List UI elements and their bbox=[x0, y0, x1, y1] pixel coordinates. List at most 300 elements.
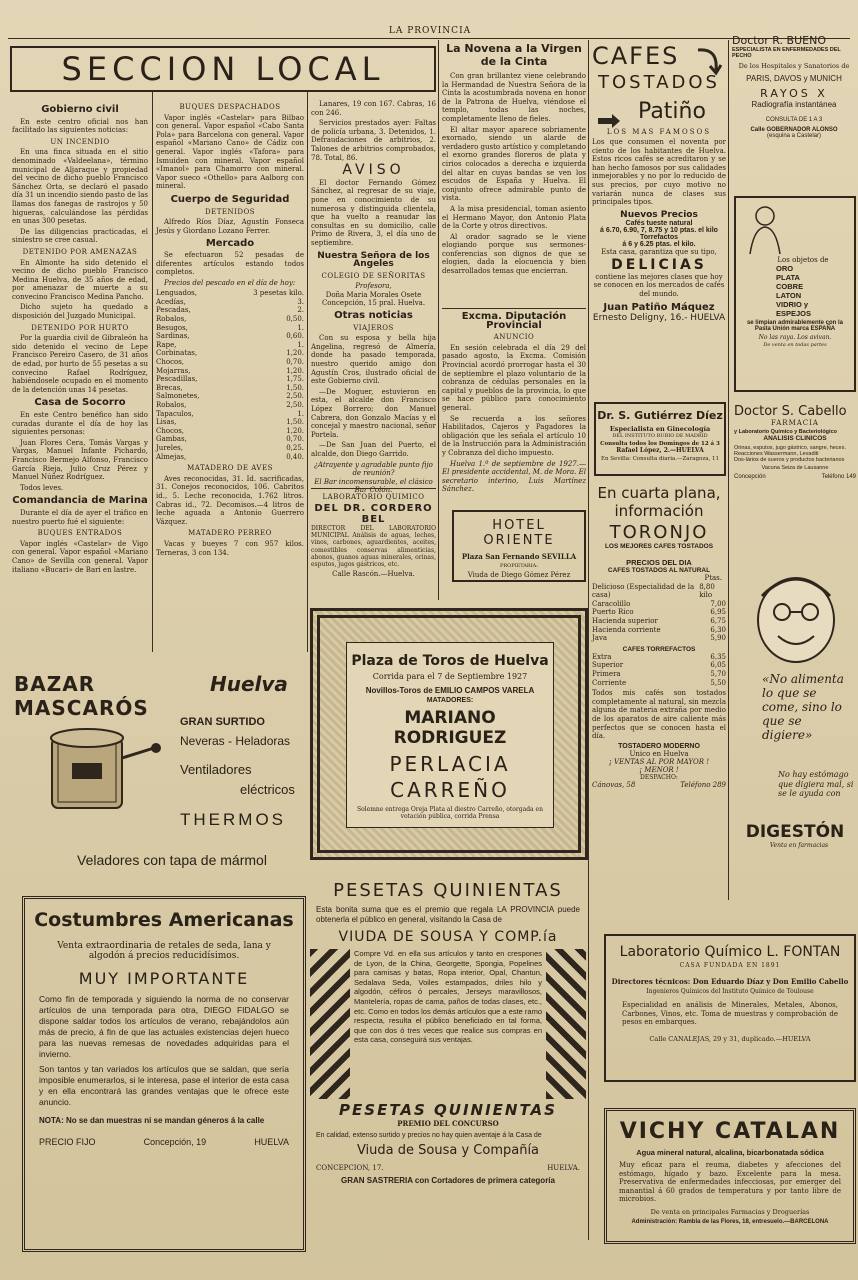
quinientas-premio: PREMIO DEL CONCURSO bbox=[397, 1119, 499, 1128]
espana-item: PLATA bbox=[776, 273, 800, 282]
espana-intro: Los objetos de bbox=[777, 256, 829, 264]
toronjo-precios-heading: PRECIOS DEL DIA bbox=[626, 558, 692, 567]
bazar-thermos: THERMOS bbox=[180, 810, 286, 829]
gutierrez-name: Dr. S. Gutiérrez Díez bbox=[597, 409, 723, 422]
vichy-catalan-ad bbox=[604, 1108, 856, 1244]
fish-price-row-price: 1,20. bbox=[286, 349, 304, 358]
fish-price-row bbox=[156, 306, 304, 315]
vichy-title: VICHY CATALAN bbox=[619, 1119, 841, 1144]
diputacion-date: Huelva 1.º de septiembre de 1927.—El presidente accidental, M. de Mora. El secretario interino, Luis Martínez Sánchez. bbox=[442, 459, 586, 494]
fish-price-row bbox=[156, 349, 304, 358]
fish-price-row-label: Almejas, bbox=[156, 452, 187, 461]
bazar-surtido: GRAN SURTIDO bbox=[180, 716, 265, 728]
angeles-name: Doña Maria Morales Osete bbox=[325, 290, 422, 299]
fish-price-row bbox=[156, 444, 304, 453]
doctor-bueno-ad bbox=[732, 34, 856, 186]
cafes-addr: Ernesto Deligny, 16.- HUELVA bbox=[592, 312, 726, 323]
hurto-text: Por la guardia civil de Gibraleón ha sido detenido el vecino de Lepe Francisco Pereiro Casero, de 31 años de edad, por hurto de 55 pesetas a su convecino Rafael Rodríguez, habiéndosele ocupado en el momento de la detención unas 14 pesetas. bbox=[12, 334, 148, 394]
vichy-sub: Agua mineral natural, alcalina, bicarbonatada sódica bbox=[636, 1148, 824, 1157]
freezer-icon bbox=[22, 708, 170, 826]
toronjo-despacho: DESPACHO: bbox=[640, 773, 678, 781]
cabello-reacciones: Reacciones Wassermann, Levaditi bbox=[734, 451, 819, 457]
quinientas-text-2: Compre Vd. en ella sus artículos y tanto en crespones de Lyon, de la China, Georgette, Spongia, Popelines para camisas y batas, Ropa interior, Opal, Chantun, Sedalava Seda, Voiles estampados, driles hilo y algodón, céfiros ó percales, Jerseys maravillosos, Mantelería, ropas de cama, paños de todas clases, etc., etc. Como en todos los demás artículos que a este ramo respecta, resulta el público beneficiado en tal forma, que con dos ó tres veces que realice sus compras en esta casa, conseguirá sus ventajas. bbox=[354, 949, 543, 1045]
fish-price-row-price: 1,50. bbox=[286, 418, 304, 427]
toronjo-informacion: información bbox=[614, 502, 704, 520]
fish-price-row-label: Jureles, bbox=[156, 443, 184, 452]
cafes-brand: Patiño bbox=[638, 99, 706, 124]
marina-heading: Comandancia de Marina bbox=[12, 495, 148, 507]
coffee-price-row-price: 7,00 bbox=[710, 599, 726, 608]
despachados-text: Vapor inglés «Castelar» para Bilbao con general. Vapor español «Cabo Santa Pola» para Barcelona con general. Vapor español «Mariano Cano» de Cádiz con general. Vapor inglés «Tafora» para Ismuiden con mineral. Vapor español «Imanol» para Chamorro con mineral. Vapor sueco «Othello» para Aalborg con mineral. bbox=[156, 113, 304, 191]
mercado-price-heading: Precios del pescado en el día de hoy: bbox=[164, 278, 296, 287]
fontan-title: Laboratorio Químico L. FONTAN bbox=[619, 944, 841, 960]
fish-price-row-label: Chocos, bbox=[156, 358, 185, 367]
otras-text-2: —De Moguer, estuvieron en esta, el alcalde don Francisco López Borrero; don Manuel Cabrera, don Gonzalo Macías y el concejal y maestro nacional, señor Portela. bbox=[311, 387, 436, 439]
cabello-otros: Dos-lários de sueros y productos bacterianos bbox=[734, 457, 845, 463]
man-face-illustration-icon bbox=[738, 566, 854, 666]
quinientas-sastreria: GRAN SASTRERIA con Cortadores de primera categoría bbox=[341, 1176, 555, 1185]
coffee-price-row bbox=[592, 617, 726, 626]
toros-novillos: Novillos-Toros de EMILIO CAMPOS VARELA bbox=[365, 686, 535, 695]
angeles-heading: Nuestra Señora de los Angeles bbox=[317, 250, 430, 270]
cabello-farmacia: FARMACIA bbox=[771, 419, 819, 427]
digeston-ad bbox=[734, 560, 856, 856]
toros-title: Plaza de Toros de Huelva bbox=[351, 653, 549, 669]
quinientas-text: Esta bonita suma que es el premio que regala LA PROVINCIA puede obtenerla el público en general, visitando la Casa de bbox=[316, 905, 580, 924]
laboratorio-text: DIRECTOR DEL LABORATORIO MUNICIPAL Análisis de aguas, leches, vinos, carbones, aguardientes, aceites, comestibles conservas alimenticias, abonos, guanos aguas minerales, orinas, esputos, jugos gástricos, etc. bbox=[311, 525, 436, 569]
lanares-text: Lanares, 19 con 167. Cabras, 16 con 246. bbox=[311, 100, 436, 117]
coffee-price-row-label: Corriente bbox=[592, 678, 627, 687]
socorro-closing: Todos leves. bbox=[20, 483, 64, 492]
coffee-price-row bbox=[592, 583, 726, 600]
top-rule bbox=[8, 38, 850, 39]
fish-price-row bbox=[156, 384, 304, 393]
fish-price-row bbox=[156, 410, 304, 419]
toronjo-torr-list bbox=[592, 653, 726, 687]
cafe-colon-1: ¿Atrayente y agradable punto fijo de reunión? bbox=[314, 460, 433, 478]
masthead: LA PROVINCIA bbox=[388, 26, 472, 36]
coffee-price-row-price: 5,50 bbox=[710, 678, 726, 687]
cafes-delicias-text: contiene las mejores clases que hoy se conocen en los mercados de cafés del mundo. bbox=[593, 272, 725, 298]
pasta-espana-ad bbox=[734, 196, 856, 392]
toronjo-cuarta: En cuarta plana, bbox=[597, 484, 721, 502]
toronjo-ad bbox=[592, 484, 726, 900]
doctor-cabello-ad bbox=[734, 404, 856, 550]
costumbres-nota: NOTA: No se dan muestras ni se mandan géneros á la calle bbox=[39, 1116, 265, 1125]
coffee-price-row bbox=[592, 626, 726, 635]
bazar-electricos: eléctricos bbox=[240, 782, 295, 797]
gutierrez-hours: Consulta todos los Domingos de 12 á 3 bbox=[600, 441, 720, 447]
laboratorio-addr: Calle Rascón.—Huelva. bbox=[332, 570, 415, 579]
fontan-directores: Directores técnicos: Don Eduardo Díaz y Don Emilio Cabello bbox=[611, 977, 849, 986]
fish-price-row-price: 1,20. bbox=[286, 426, 304, 435]
coffee-price-row-price: 6,95 bbox=[710, 608, 726, 617]
espana-venta: De venta en todas partes bbox=[763, 342, 827, 348]
angeles-sub: COLEGIO DE SEÑORITAS bbox=[321, 271, 426, 280]
perreo-text: Vacas y bueyes 7 con 957 kilos. Terneras, 3 con 134. bbox=[156, 539, 304, 557]
coffee-price-row-price: 6,75 bbox=[710, 616, 726, 625]
vichy-text: Muy eficaz para el reuma, diabetes y afecciones del estómago, hígado y bazo. Excelente para la mesa. Preservativa de enfermedades infecciosas, por emerger del manantial á 60 grados de temperatura y por tanto libre de microbios. bbox=[619, 1161, 841, 1204]
quinientas-viuda-2: Viuda de Sousa y Compañía bbox=[356, 1143, 540, 1158]
costumbres-venta: Venta extraordinaria de retales de seda, lana y algodón á precios reducidísimos. bbox=[57, 941, 271, 961]
fish-price-row-price: 3 pesetas kilo. bbox=[253, 289, 304, 298]
novena-heading: La Novena a la Virgen de la Cinta bbox=[446, 42, 582, 68]
incendio-text: En una finca situada en el sitio denominado «Valdeelana», término municipal de Aljaraque y propiedad del vecino de dicho pueblo Francisco Sánchez Orta, se declaró el pasado día 31 un incendio siendo pasto de las llamas dos fanegas de rastrojos y 50 higueras, calculándose las pérdidas en unas 300 pesetas. bbox=[12, 148, 148, 226]
coffee-price-row bbox=[592, 634, 726, 643]
toros-matadores-label: MATADORES: bbox=[426, 697, 474, 704]
digeston-brand: DIGESTÓN bbox=[745, 822, 845, 842]
toronjo-text: Todos mis cafés son tostados completamente al natural, sin mezcla alguna de materia extraña por medio de los aparatos de aire caliente más perfectos que se conocen hasta el día. bbox=[592, 689, 726, 741]
aviso-text: El doctor Fernando Gómez Sánchez, al regresar de su viaje, pone en conocimiento de su numerosa y distinguida clientela, que ha vuelto a reanudar las consultas en su domicilio, calle Primo de Rivera, 3, el día uno de septiembre. bbox=[311, 178, 436, 247]
costumbres-precio: PRECIO FIJO bbox=[39, 1137, 96, 1147]
laboratorio-heading: LABORATORIO QUIMICO bbox=[322, 493, 425, 501]
fish-price-row-price: 0,25. bbox=[286, 443, 304, 452]
socorro-text: En este Centro benéfico han sido curadas durante el día de hoy las siguientes personas: bbox=[12, 411, 148, 437]
fontan-text: Especialidad en análisis de Minerales, Metales, Abonos, Carbones, Vinos, etc. Toma de muestras y comprobación de pesos en embarques. bbox=[622, 1001, 838, 1027]
coffee-price-row-label: Delicioso (Especialidad de la casa) bbox=[592, 582, 695, 600]
matador-rodriguez: MARIANO RODRIGUEZ bbox=[393, 708, 507, 748]
bueno-name: Doctor R. BUENO bbox=[732, 34, 826, 47]
cabello-lab: y Laboratorio Químico y Bacteriológico bbox=[734, 429, 837, 435]
otras-text-3: —De San Juan del Puerto, el alcalde, don Diego Garrido. bbox=[311, 441, 436, 458]
cafes-text: Los que consumen el noventa por ciento de los habitantes de Huelva. Estos ricos cafés se acreditaron y se han hecho famosos por sus calidades inmejorables y no por lo reducido de sus precios, por cuyo motivo no variarán nunca de clases sus principales tipos. bbox=[592, 138, 726, 207]
quinientas-title: PESETAS QUINIENTAS bbox=[333, 880, 563, 901]
fontan-addr: Calle CANALEJAS, 29 y 31, duplicado.—HUELVA bbox=[649, 1034, 811, 1043]
fish-price-row-price: 0,60. bbox=[286, 332, 304, 341]
digeston-venta: Venta en farmacias bbox=[769, 842, 829, 849]
perreo-heading: MATADERO PERREO bbox=[188, 529, 272, 538]
costumbres-muy: MUY IMPORTANTE bbox=[78, 969, 250, 988]
bueno-hosp: De los Hospitales y Sanatorios de bbox=[738, 62, 850, 70]
bueno-esquina: (esquina a Castelar) bbox=[766, 133, 822, 139]
incendio-text-2: De las diligencias practicadas, el siniestro se cree casual. bbox=[12, 227, 148, 245]
fish-price-row-label: Besugos, bbox=[156, 323, 188, 332]
espana-item: COBRE bbox=[776, 282, 804, 291]
costumbres-title: Costumbres Americanas bbox=[34, 909, 294, 931]
fish-price-row-price: 3. bbox=[297, 297, 304, 306]
fish-price-row-label: Rape, bbox=[156, 340, 177, 349]
diputacion-heading: Excma. Diputación Provincial bbox=[461, 311, 567, 331]
coffee-price-row-label: Puerto Rico bbox=[592, 608, 634, 617]
fish-price-row bbox=[156, 401, 304, 410]
fish-price-row-label: Mojarras, bbox=[156, 366, 191, 375]
fish-price-row bbox=[156, 315, 304, 324]
bazar-veladores: Veladores con tapa de mármol bbox=[77, 852, 267, 868]
toronjo-ptas: Ptas. bbox=[704, 574, 722, 582]
fish-price-row bbox=[156, 332, 304, 341]
espana-text: se limpian admirablemente con la Pasta Unión marca ESPAÑA bbox=[746, 320, 844, 332]
costumbres-city: HUELVA bbox=[254, 1137, 289, 1147]
otras-heading: Otras noticias bbox=[334, 310, 413, 322]
fish-price-row bbox=[156, 453, 304, 462]
fontan-ing: Ingenieros Químicos del Instituto Químico de Toulouse bbox=[646, 988, 814, 995]
espana-item: VIDRIO y bbox=[776, 300, 809, 309]
coffee-price-row-label: Superior bbox=[592, 661, 624, 670]
bueno-spec: ESPECIALISTA EN ENFERMEDADES DEL PECHO bbox=[732, 47, 841, 59]
gutierrez-addr: Rafael López, 2.—HUELVA bbox=[616, 447, 704, 454]
fish-price-row-price: 1. bbox=[297, 340, 304, 349]
seccion-local-banner bbox=[10, 46, 436, 92]
hotel-title: HOTEL ORIENTE bbox=[483, 518, 555, 548]
hand-pointer-icon bbox=[596, 108, 622, 134]
cafes-torrefacto-prices: á 6 y 6.25 ptas. el kilo. bbox=[622, 240, 696, 248]
cabello-tel: Teléfono 149 bbox=[821, 474, 856, 480]
toronjo-torr-heading: CAFES TORREFACTOS bbox=[622, 645, 696, 653]
bueno-radio: Radiografía instantánea bbox=[751, 100, 837, 109]
fish-price-row-price: 1. bbox=[297, 409, 304, 418]
laboratorio-fontan-ad bbox=[604, 934, 856, 1082]
bazar-mascaros-ad bbox=[10, 668, 306, 886]
bueno-cities: PARIS, DAVOS y MUNICH bbox=[746, 74, 842, 83]
laboratorio-name: DEL DR. CORDERO BEL bbox=[314, 503, 433, 525]
espana-items bbox=[776, 264, 854, 318]
cabello-vacuna: Vacuna Seiza de Lausanne bbox=[761, 465, 829, 471]
fish-price-row bbox=[156, 289, 304, 298]
cabello-text: Orinas, esputos, jugo gástrico, sangre, heces. bbox=[734, 445, 846, 451]
entrados-text: Vapor inglés «Castelar» de Vigo con general. Vapor español «Mariano Cano» de Sevilla con general. Vapor italiano «Bucari» de Bari en lastre. bbox=[12, 539, 148, 574]
coffee-price-row-price: 5,90 bbox=[710, 634, 726, 643]
column-rule bbox=[438, 40, 439, 600]
coffee-price-row-price: 8,80 kilo bbox=[699, 582, 715, 600]
matador-carreno: CARREÑO bbox=[390, 778, 510, 802]
fish-price-row bbox=[156, 298, 304, 307]
socorro-heading: Casa de Socorro bbox=[34, 397, 126, 409]
fish-price-row-price: 1,75. bbox=[286, 375, 304, 384]
aves-text: Aves reconocidas, 31. Id. sacrificadas, 31. Conejos reconocidos, 106. Cabritos id., 5. Leche reconocida, 1.762 litros. Cabras id., 72. Decomisos.—4 litros de leche aguada a Antonio Guerrero Vázquez. bbox=[156, 474, 304, 526]
column-rule bbox=[152, 92, 153, 652]
angeles-prof: Profesora, bbox=[355, 282, 392, 291]
fish-price-row-label: Robalos, bbox=[156, 315, 187, 324]
cabello-analisis: ANALISIS CLINICOS bbox=[763, 435, 827, 442]
fish-price-row-label: Pescadas, bbox=[156, 306, 191, 315]
toros-note: Solemne entrega Oreja Plata al diestro Carreño, otorgada en votación pública, corrida Prensa bbox=[357, 806, 543, 820]
quinientas-city: HUELVA. bbox=[547, 1164, 580, 1172]
column-rule bbox=[728, 40, 729, 900]
coffee-price-row-price: 6,35 bbox=[710, 652, 726, 661]
fish-price-row-price: 0,70. bbox=[286, 435, 304, 444]
toronjo-tostadero: TOSTADERO MODERNO bbox=[618, 742, 700, 750]
servicios-text: Servicios prestados ayer: Faltas de policía urbana, 3. Detenidos, 1. Defraudaciones de arbitrios, 2. Talones de arbitrios comprobados, 78. Total, 86. bbox=[311, 119, 436, 162]
coffee-price-row bbox=[592, 679, 726, 688]
fish-price-row-price: 0,40. bbox=[286, 452, 304, 461]
quinientas-viuda: VIUDA DE SOUSA Y COMP.ía bbox=[338, 929, 558, 945]
fish-price-row-label: Salmonetes, bbox=[156, 392, 200, 401]
coffee-price-row-label: Java bbox=[592, 634, 608, 643]
vichy-venta: De venta en principales Farmacias y Droguerías bbox=[650, 1207, 810, 1216]
toros-date: Corrida para el 7 de Septiembre 1927 bbox=[372, 672, 528, 681]
diputacion-sub: ANUNCIO bbox=[493, 333, 535, 342]
cafes-natural: Cafés tueste natural bbox=[625, 219, 693, 227]
fish-price-row bbox=[156, 367, 304, 376]
fish-price-row bbox=[156, 358, 304, 367]
gutierrez-spec: Especialista en Ginecología bbox=[609, 425, 711, 433]
mercado-intro: Se efectuaron 52 pesadas de diferentes artículos estando todos completos. bbox=[156, 250, 304, 277]
coffee-price-row-label: Primera bbox=[592, 669, 621, 678]
gobierno-heading: Gobierno civil bbox=[41, 104, 119, 115]
fish-price-row-label: Robalos, bbox=[156, 401, 187, 409]
costumbres-americanas-ad bbox=[22, 896, 306, 1252]
toronjo-name: TORONJO bbox=[609, 522, 709, 543]
fish-price-row bbox=[156, 375, 304, 384]
toronjo-nat-heading: CAFES TOSTADOS AL NATURAL bbox=[607, 567, 711, 574]
cafes-garantia: Esta casa, garantiza que su tipo, bbox=[601, 247, 717, 256]
fish-price-row-price: 0,50. bbox=[286, 315, 304, 324]
fish-price-row-label: Lisas, bbox=[156, 418, 177, 427]
espana-no: No las raya. Los avivan. bbox=[758, 334, 832, 341]
coffee-price-row-label: Extra bbox=[592, 652, 612, 661]
espana-item: ORO bbox=[776, 264, 794, 273]
column-rule bbox=[588, 40, 589, 1240]
cafes-title: CAFES bbox=[592, 42, 680, 70]
quinientas-text-3: En calidad, extenso surtido y precios no hay quien aventaje á la Casa de bbox=[316, 1132, 542, 1139]
despachados-heading: BUQUES DESPACHADOS bbox=[179, 103, 281, 111]
fish-price-row bbox=[156, 435, 304, 444]
cafes-famosos: LOS MAS FAMOSOS bbox=[606, 128, 712, 136]
novena-text-4: Al orador sagrado se le viene elogiando porque sus sermones-conferencias son dignos de que se elogien, dada la elocuencia y bien desarrollados temas que encierran. bbox=[442, 232, 586, 276]
quinientas-addr: CONCEPCION, 17. bbox=[316, 1164, 384, 1172]
hotel-prop: Viuda de Diego Gómez Pérez bbox=[467, 571, 571, 579]
bazar-neveras: Neveras - Heladoras bbox=[180, 734, 291, 748]
laboratorio-cordero-ad bbox=[311, 488, 436, 589]
diputacion-text: En sesión celebrada el día 29 del pasado agosto, la Excma. Comisión Provincial acordó prorrogar hasta el 30 de septiembre el plazo voluntario de la cobranza de cédulas personales en la capital y pueblos de la provincia, lo que se hace público para conocimiento general. bbox=[442, 343, 586, 412]
fish-price-row-label: Tapaculos, bbox=[156, 409, 194, 418]
local-column-2 bbox=[156, 100, 304, 652]
hotel-addr: Plaza San Fernando SEVILLA bbox=[461, 552, 577, 561]
costumbres-addr: Concepción, 19 bbox=[143, 1137, 207, 1147]
fish-price-row bbox=[156, 324, 304, 333]
coffee-price-row bbox=[592, 653, 726, 662]
bueno-consulta: CONSULTA DE 1 A 3 bbox=[765, 117, 823, 123]
seguridad-heading: Cuerpo de Seguridad bbox=[170, 193, 290, 205]
novena-text-2: El altar mayor aparece sobriamente exornado, siendo un alarde de verdadero gusto artístico y completando el exorno grandes floreros de plata y cirios colocados a derecha e izquierda del altar en cuyas bandas se ven los escudos de España y Huelva. El conjunto ofrece admirable punto de vista. bbox=[442, 125, 586, 203]
fontan-fundada: CASA FUNDADA EN 1891 bbox=[679, 962, 781, 969]
coffee-price-row bbox=[592, 670, 726, 679]
cabello-name: Doctor S. Cabello bbox=[734, 404, 847, 419]
coffee-price-row-label: Caracolillo bbox=[592, 599, 631, 608]
fish-price-row-price: 2,50. bbox=[286, 392, 304, 401]
viajeros-heading: VIAJEROS bbox=[353, 323, 394, 332]
bueno-rayos: RAYOS X bbox=[760, 87, 828, 100]
fish-price-row-price: 2,50. bbox=[286, 401, 304, 409]
hurto-heading: DETENIDO POR HURTO bbox=[31, 323, 129, 332]
bazar-ventiladores: Ventiladores bbox=[180, 762, 252, 777]
arrow-icon bbox=[696, 46, 722, 74]
gutierrez-ad bbox=[594, 402, 726, 476]
coffee-price-row bbox=[592, 661, 726, 670]
cabello-addr: Concepción bbox=[734, 474, 766, 480]
ornament-icon bbox=[310, 949, 350, 1099]
gutierrez-sevilla: En Sevilla: Consulta diaria.—Zaragoza, 11 bbox=[600, 456, 719, 462]
coffee-price-row-price: 5,70 bbox=[710, 669, 726, 678]
fish-price-row-label: Chocos, bbox=[156, 426, 185, 435]
entrados-heading: BUQUES ENTRADOS bbox=[37, 529, 123, 538]
gobierno-intro: En este centro oficial nos han facilitado las siguientes noticias: bbox=[12, 117, 148, 135]
espana-item: LATON bbox=[776, 291, 802, 300]
plaza-toros-ad bbox=[310, 608, 588, 860]
novena-text-3: A la misa presidencial, toman asiento el Hermano Mayor, don Antonio Plata de la Corte y otros directivos. bbox=[442, 204, 586, 231]
matador-perlacia: PERLACIA bbox=[389, 752, 511, 776]
hotel-prop-label: PROPIETARIA: bbox=[500, 563, 538, 569]
pesetas-quinientas-ad bbox=[310, 870, 586, 1248]
ornament-icon bbox=[546, 949, 586, 1099]
gutierrez-inst: DEL INSTITUTO RUBIO DE MADRID bbox=[612, 433, 708, 439]
cafes-delicias: DELICIAS bbox=[611, 256, 707, 273]
toros-inner-panel bbox=[346, 642, 554, 828]
amenazas-text: En Almonte ha sido detenido el vecino de dicho pueblo Francisco Medina Huelva, de 35 años de edad, por amenazar de muerte a su convecino Francisco Medina Pancho. bbox=[12, 258, 148, 301]
fish-price-row-label: Sardinas, bbox=[156, 332, 190, 341]
local-column-3 bbox=[311, 100, 436, 495]
digeston-quote: «No alimenta lo que se come, sino lo que se digiere» bbox=[762, 672, 844, 742]
toronjo-ventas: ¡ VENTAS AL POR MAYOR ! bbox=[608, 757, 710, 766]
toronjo-natural-list bbox=[592, 583, 726, 643]
fish-price-row-price: 2. bbox=[297, 306, 304, 315]
toronjo-unico: Unico en Huelva bbox=[629, 749, 689, 758]
coffee-price-row-price: 6,30 bbox=[710, 625, 726, 634]
coffee-price-row-price: 6,05 bbox=[710, 661, 726, 670]
coffee-price-row bbox=[592, 600, 726, 609]
toronjo-menor: ¡ MENOR ! bbox=[639, 765, 679, 774]
socorro-names: Juan Flores Cera, Tomás Vargas y Vargas, Manuel Infante Pichardo, Francisco Bermejo Alfonso, Francisco García Rieja, Julio Cruz Pérez y Manuel Núñez Rodríguez. bbox=[12, 438, 148, 482]
fish-price-row-price: 0,70. bbox=[286, 358, 304, 367]
aviso-heading: AVISO bbox=[342, 162, 405, 179]
fish-price-row-label: Corbinatas, bbox=[156, 349, 198, 358]
angeles-addr: Concepción, 15 pral. Huelva. bbox=[321, 299, 426, 308]
hotel-oriente-ad bbox=[452, 510, 586, 582]
seguridad-sub: DETENIDOS bbox=[204, 207, 256, 216]
cafes-precios-heading: Nuevos Precios bbox=[620, 209, 698, 220]
amenazas-heading: DETENIDO POR AMENAZAS bbox=[22, 247, 138, 256]
fish-price-row-label: Pescadillas, bbox=[156, 375, 198, 384]
marina-text: Durante el día de ayer el tráfico en nuestro puerto fué el siguiente: bbox=[12, 508, 148, 526]
fish-price-row bbox=[156, 341, 304, 350]
fish-price-row-label: Gambas, bbox=[156, 435, 187, 444]
coffee-price-row-label: Hacienda superior bbox=[592, 616, 658, 625]
diputacion-text-2: Se recuerda a los señores Habilitados, Cajeros y Pagadores la obligación que les señala el artículo 10 de la Instrucción para la Administración y Cobranza del dicho impuesto. bbox=[442, 414, 586, 457]
incendio-heading: UN INCENDIO bbox=[50, 137, 110, 146]
cafes-tostados: TOSTADOS bbox=[598, 72, 720, 93]
cafes-natural-prices: á 6.70, 6.90, 7, 8.75 y 10 ptas. el kilo bbox=[600, 226, 718, 234]
espana-item: ESPEJOS bbox=[776, 309, 812, 318]
novena-article bbox=[442, 42, 586, 304]
amenazas-text-2: Dicho sujeto ha quedado a disposición del Juzgado Municipal. bbox=[12, 303, 148, 321]
local-column-1 bbox=[12, 100, 148, 652]
bazar-title: BAZAR MASCARÓS bbox=[14, 672, 149, 720]
fish-price-row bbox=[156, 392, 304, 401]
toronjo-tel: Teléfono 289 bbox=[680, 780, 726, 789]
mercado-heading: Mercado bbox=[205, 238, 255, 250]
fish-price-row-label: Brecas, bbox=[156, 383, 183, 392]
costumbres-text: Como fin de temporada y siguiendo la norma de no conservar artículos de una temporada para otra, DIEGO FIDALGO se dispone saldar todos los artículos de verano, rebajándolos aún más de precio, á fin de que las actuales existencias dejen hueco para las nuevas remesas de novedades adquiridas para el invierno. bbox=[39, 994, 289, 1059]
fish-price-list bbox=[156, 289, 304, 461]
fish-price-row-price: 1. bbox=[297, 323, 304, 332]
fish-price-row-price: 1,20. bbox=[286, 366, 304, 375]
seguridad-text: Alfredo Ríos Díaz, Agustín Fonseca Jesús y Giordano Lozano Ferrer. bbox=[156, 218, 304, 235]
cafes-torrefacto: Torrefactos bbox=[640, 233, 678, 241]
digeston-nohay: No hay estómago que digiera mal, si se le ayuda con bbox=[778, 770, 854, 798]
quinientas-title-2: PESETAS QUINIENTAS bbox=[339, 1101, 557, 1119]
diputacion-article bbox=[442, 308, 586, 505]
novena-text: Con gran brillantez viene celebrando la Hermandad de Nuestra Señora de la Cinta la acostumbrada novena en honor de la Patrona de Huelva, viéndose el templo, todas las noches, completamente lleno de fieles. bbox=[442, 72, 586, 123]
fish-price-row-label: Lenguados, bbox=[156, 289, 197, 298]
fish-price-row-price: 1,50. bbox=[286, 383, 304, 392]
costumbres-text-2: Son tantos y tan variados los artículos que se saldan, que sería imposible enumerarlos, si le interesa, pase el interior de esta casa y en ella encontrará las grandes ventajas que le ofrece este anuncio. bbox=[39, 1064, 289, 1107]
bazar-city: Huelva bbox=[210, 672, 288, 696]
bueno-addr: Calle GOBERNADOR ALONSO bbox=[750, 127, 838, 133]
cafes-owner: Juan Patiño Máquez bbox=[603, 301, 715, 313]
toronjo-mejores: LOS MEJORES CAFES TOSTADOS bbox=[604, 543, 714, 550]
fish-price-row-label: Acedías, bbox=[156, 297, 186, 306]
column-rule bbox=[307, 92, 308, 652]
